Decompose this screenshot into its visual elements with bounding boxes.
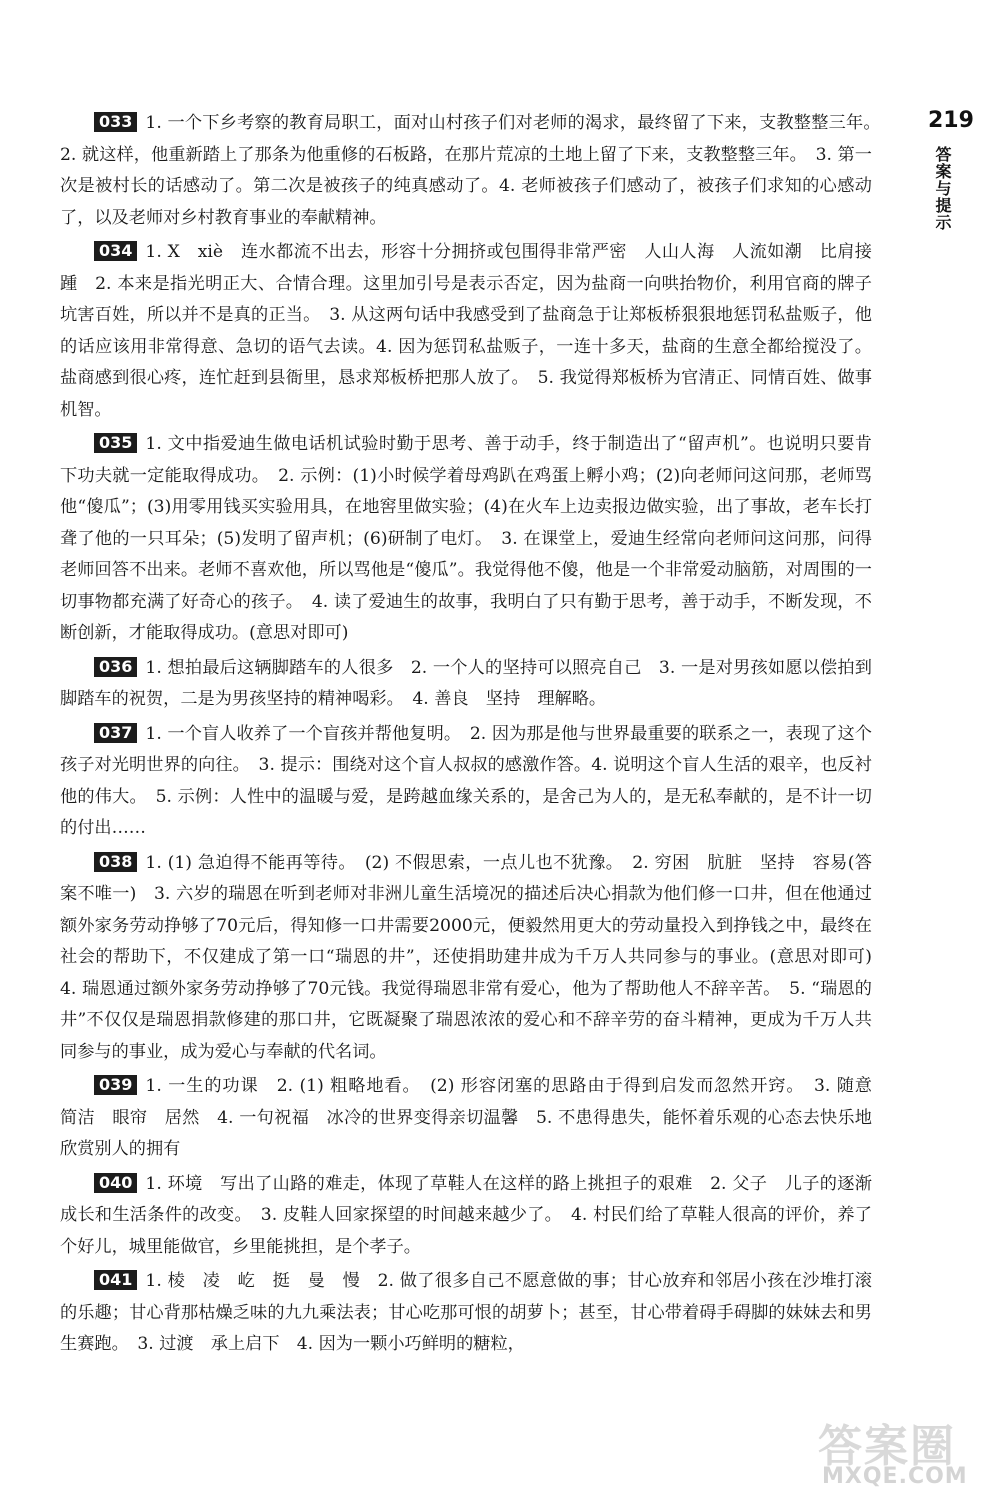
answer-entry-035	[60, 429, 872, 650]
watermark-logo-text: 答案圈	[818, 1421, 956, 1472]
answer-text: 1. 棱 凌 屹 挺 曼 慢 2. 做了很多自己不愿意做的事；甘心放弃和邻居小孩在沙堆打滚的乐趣；甘心背那枯燥乏味的九九乘法表；甘心吃那可恨的胡萝卜；甚至，甘心带着碍手碍脚的妹妹去和男生赛跑。 3. 过渡 承上启下 4. 因为一颗小巧鲜明的糖粒，	[60, 1271, 872, 1354]
answer-text: 1. 环境 写出了山路的难走，体现了草鞋人在这样的路上挑担子的艰难 2. 父子 儿子的逐渐成长和生活条件的改变。 3. 皮鞋人回家探望的时间越来越少了。 4. 村民们给了草鞋人很高的评价，养了个好儿，城里能做官，乡里能挑担，是个孝子。	[60, 1173, 872, 1257]
question-number-badge: 035	[94, 433, 137, 453]
page-number: 219	[928, 108, 974, 133]
question-number-badge: 037	[94, 723, 137, 743]
answer-entry-034	[60, 237, 872, 426]
answer-entry-038	[60, 848, 890, 1069]
answer-text: 1. (1) 急迫得不能再等待。 (2) 不假思索，一点儿也不犹豫。 2. 穷困 肮脏 坚持 容易(答案不唯一) 3. 六岁的瑞恩在听到老师对非洲儿童生活境况的描述后决心捐款为他们修一口井，但在他通过额外家务劳动挣够了70元后，得知修一口井需要2000元，便毅然用更大的劳动量投入到挣钱之中，最终在社会的帮助下，不仅建成了第一口“瑞恩的井”，还使捐助建井成为千万人共同参与的事业。(意思对即可) 4. 瑞恩通过额外家务劳动挣够了70元钱。我觉得瑞恩非常有爱心，他为了帮助他人不辞辛苦。 5. “瑞恩的井”不仅仅是瑞恩捐款修建的那口井，它既凝聚了瑞恩浓浓的爱心和不辞辛劳的奋斗精神，更成为千万人共同参与的事业，成为爱心与奉献的代名词。	[60, 852, 890, 1062]
answer-entry-036	[60, 653, 872, 716]
question-number-badge: 034	[94, 241, 137, 261]
question-number-badge: 038	[94, 852, 137, 872]
question-number-badge: 036	[94, 657, 137, 677]
answer-entry-037	[60, 719, 872, 845]
question-number-badge: 040	[94, 1173, 137, 1193]
site-watermark	[800, 1410, 990, 1490]
question-number-badge: 039	[94, 1075, 137, 1095]
answer-content	[60, 108, 890, 1364]
answer-entry-040	[60, 1169, 872, 1264]
answer-text: 1. 一个下乡考察的教育局职工，面对山村孩子们对老师的渴求，最终留了下来，支教整整三年。 2. 就这样，他重新踏上了那条为他重修的石板路，在那片荒凉的土地上留了下来，支教整整三年。 3. 第一次是被村长的话感动了。第二次是被孩子的纯真感动了。4. 老师被孩子们感动了，被孩子们求知的心感动了，以及老师对乡村教育事业的奉献精神。	[60, 113, 890, 228]
question-number-badge: 041	[94, 1270, 137, 1290]
question-number-badge: 033	[94, 112, 137, 132]
answer-text: 1. 一生的功课 2. (1) 粗略地看。 (2) 形容闭塞的思路由于得到启发而忽然开窍。 3. 随意 简洁 眼帘 居然 4. 一句祝福 冰冷的世界变得亲切温馨 5. 不患得患失，能怀着乐观的心态去快乐地欣赏别人的拥有	[60, 1076, 890, 1159]
answer-text: 1. 文中指爱迪生做电话机试验时勤于思考、善于动手，终于制造出了“留声机”。也说明只要肯下功夫就一定能取得成功。 2. 示例：(1)小时候学着母鸡趴在鸡蛋上孵小鸡；(2)向老师问这问那，老师骂他“傻瓜”；(3)用零用钱买实验用具，在地窖里做实验；(4)在火车上边卖报边做实验，出了事故，老车长打聋了他的一只耳朵；(5)发明了留声机；(6)研制了电灯。 3. 在课堂上，爱迪生经常向老师问这问那，问得老师回答不出来。老师不喜欢他，所以骂他是“傻瓜”。我觉得他不傻，他是一个非常爱动脑筋，对周围的一切事物都充满了好奇心的孩子。 4. 读了爱迪生的故事，我明白了只有勤于思考，善于动手，不断发现，不断创新，才能取得成功。(意思对即可)	[60, 434, 872, 643]
answer-entry-039	[60, 1071, 890, 1166]
watermark-url-text: MXQE.COM	[822, 1464, 968, 1489]
answer-text: 1. 想拍最后这辆脚踏车的人很多 2. 一个人的坚持可以照亮自己 3. 一是对男孩如愿以偿拍到脚踏车的祝贺，二是为男孩坚持的精神喝彩。 4. 善良 坚持 理解略。	[60, 657, 872, 709]
answer-text: 1. X xiè 连水都流不出去，形容十分拥挤或包围得非常严密 人山人海 人流如潮 比肩接踵 2. 本来是指光明正大、合情合理。这里加引号是表示否定，因为盐商一向哄抬物价，利用官商的牌子坑害百姓，所以并不是真的正当。 3. 从这两句话中我感受到了盐商急于让郑板桥狠狠地惩罚私盐贩子，他的话应该用非常得意、急切的语气去读。4. 因为惩罚私盐贩子，一连十多天，盐商的生意全都给搅没了。盐商感到很心疼，连忙赶到县衙里，恳求郑板桥把那人放了。 5. 我觉得郑板桥为官清正、同情百姓、做事机智。	[60, 242, 872, 420]
answer-entry-041	[60, 1266, 872, 1361]
answer-entry-033	[60, 108, 890, 234]
answer-text: 1. 一个盲人收养了一个盲孩并帮他复明。 2. 因为那是他与世界最重要的联系之一，表现了这个孩子对光明世界的向往。 3. 提示：围绕对这个盲人叔叔的感激作答。4. 说明这个盲人生活的艰辛，也反衬他的伟大。 5. 示例：人性中的温暖与爱，是跨越血缘关系的，是舍己为人的，是无私奉献的，是不计一切的付出……	[60, 723, 872, 838]
section-side-label: 答案与提示	[933, 146, 952, 231]
